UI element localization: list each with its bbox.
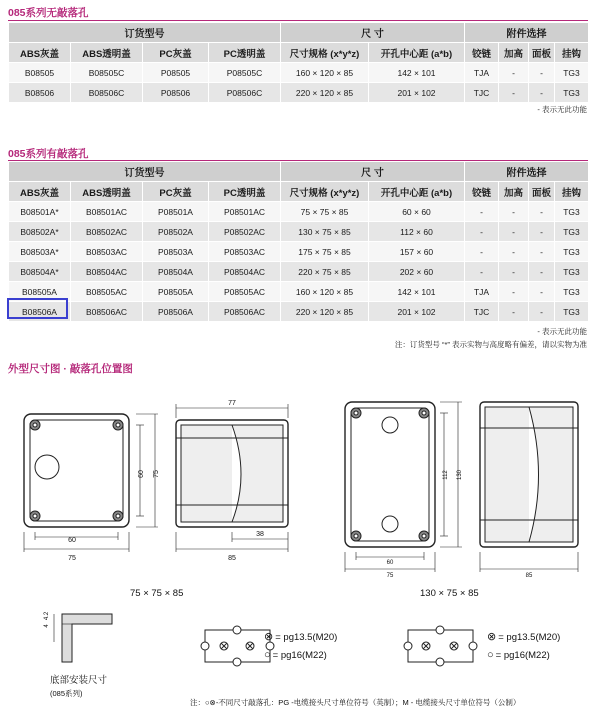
table-cell: -: [529, 242, 555, 262]
legend-pg135-right: ⊗ = pg13.5(M20): [487, 631, 561, 643]
section1-note: - 表示无此功能: [537, 105, 587, 114]
table-cell: B08506AC: [71, 302, 143, 322]
table-cell: -: [529, 282, 555, 302]
table-cell: -: [499, 242, 529, 262]
table-cell: P08505C: [209, 63, 281, 83]
table-row: [9, 302, 589, 322]
table-cell: 142 × 101: [369, 63, 465, 83]
column-header: 挂钩: [555, 182, 589, 202]
table-cell: -: [529, 63, 555, 83]
table-cell: B08506C: [71, 83, 143, 103]
table-no-knockout: [8, 22, 589, 103]
table-cell: 130 × 75 × 85: [281, 222, 369, 242]
table-row: [9, 222, 589, 242]
column-header: 面板: [529, 43, 555, 63]
column-header: ABS灰盖: [9, 182, 71, 202]
table-cell: P08502A: [143, 222, 209, 242]
dim-75-side: 75: [153, 470, 160, 478]
table-cell: TJA: [465, 282, 499, 302]
table-cell: 157 × 60: [369, 242, 465, 262]
table-cell: TG3: [555, 262, 589, 282]
bottom-mount-label: 底部安装尺寸: [50, 675, 108, 686]
table-row: [9, 202, 589, 222]
column-header: 铰链: [465, 43, 499, 63]
knockout-schematic-right: [404, 626, 477, 666]
column-header: PC灰盖: [143, 182, 209, 202]
table-cell: B08502A*: [9, 222, 71, 242]
table-cell: 175 × 75 × 85: [281, 242, 369, 262]
column-header: ABS透明盖: [71, 182, 143, 202]
table-cell: 160 × 120 × 85: [281, 63, 369, 83]
table-cell: -: [529, 83, 555, 103]
column-header: ABS灰盖: [9, 43, 71, 63]
column-header: PC灰盖: [143, 43, 209, 63]
table-cell: 202 × 60: [369, 262, 465, 282]
table-cell: B08506A: [9, 302, 71, 322]
group-accessories: 附件选择: [465, 162, 589, 182]
table-cell: B08504AC: [71, 262, 143, 282]
table-cell: 220 × 120 × 85: [281, 83, 369, 103]
table-cell: TJC: [465, 83, 499, 103]
table-cell: TG3: [555, 222, 589, 242]
legend-pg16-right: ○ = pg16(M22): [487, 649, 550, 661]
table-cell: -: [529, 302, 555, 322]
table-cell: 112 × 60: [369, 222, 465, 242]
section2-note2: 注：订货型号 “*” 表示实物与高度略有偏差，请以实物为准: [394, 340, 587, 349]
column-header: 加高: [499, 182, 529, 202]
dim-85: 85: [228, 555, 236, 562]
table-cell: -: [465, 262, 499, 282]
table-cell: B08505AC: [71, 282, 143, 302]
table-cell: -: [499, 83, 529, 103]
table-cell: TJA: [465, 63, 499, 83]
group-dimensions: 尺 寸: [281, 162, 465, 182]
table-cell: P08505: [143, 63, 209, 83]
dim-75-bottom: 75: [68, 555, 76, 562]
dim-60-right: 60: [386, 560, 394, 566]
table-with-knockout: [8, 161, 589, 322]
column-header: 面板: [529, 182, 555, 202]
table-cell: 142 × 101: [369, 282, 465, 302]
table-cell: 75 × 75 × 85: [281, 202, 369, 222]
box-130-top-view: [345, 402, 462, 572]
column-header: 开孔中心距 (a*b): [369, 43, 465, 63]
table-row: [9, 242, 589, 262]
table-row: [9, 262, 589, 282]
dim-60-side: 60: [138, 470, 145, 478]
table-cell: TG3: [555, 83, 589, 103]
column-header: PC透明盖: [209, 182, 281, 202]
dim-75-right: 75: [386, 573, 394, 579]
table-cell: B08501AC: [71, 202, 143, 222]
section2-title: 085系列有敲落孔: [8, 148, 89, 160]
knockout-circle-icon: ○: [264, 649, 271, 661]
dim-112: 112: [443, 470, 449, 480]
table-cell: P08501A: [143, 202, 209, 222]
table-cell: -: [499, 202, 529, 222]
table-cell: TG3: [555, 282, 589, 302]
table-cell: TJC: [465, 302, 499, 322]
knockout-cross-icon: ⊗: [487, 631, 497, 643]
table-cell: B08504A*: [9, 262, 71, 282]
table-cell: P08506: [143, 83, 209, 103]
table-cell: P08503AC: [209, 242, 281, 262]
table-cell: P08505A: [143, 282, 209, 302]
column-header: PC透明盖: [209, 43, 281, 63]
drawing-section-title: 外型尺寸图 · 敲落孔位置图: [8, 363, 133, 375]
table-cell: B08502AC: [71, 222, 143, 242]
column-header: 加高: [499, 43, 529, 63]
group-accessories: 附件选择: [465, 23, 589, 43]
bottom-mount-detail: [54, 614, 112, 662]
table-cell: 220 × 120 × 85: [281, 302, 369, 322]
table-cell: P08502AC: [209, 222, 281, 242]
legend-pg16-left: ○ = pg16(M22): [264, 649, 327, 661]
table-cell: 160 × 120 × 85: [281, 282, 369, 302]
dim-60-bottom: 60: [68, 537, 76, 544]
table-cell: 201 × 102: [369, 83, 465, 103]
table-row: [9, 63, 589, 83]
table-cell: 201 × 102: [369, 302, 465, 322]
footer-note: 注：○⊗-不同尺寸敲落孔：PG -电缆接头尺寸单位符号（英制）；M - 电缆接头尺寸单位符号（公制）: [190, 698, 521, 707]
caption-130: 130 × 75 × 85: [420, 588, 479, 599]
table-cell: P08504A: [143, 262, 209, 282]
table-cell: B08505A: [9, 282, 71, 302]
table-cell: B08505C: [71, 63, 143, 83]
box-130-side-view: [480, 402, 578, 572]
table-cell: -: [529, 222, 555, 242]
section2-note1: - 表示无此功能: [537, 327, 587, 336]
knockout-cross-icon: ⊗: [264, 631, 274, 643]
table-cell: P08505AC: [209, 282, 281, 302]
table-cell: TG3: [555, 202, 589, 222]
column-header: 尺寸规格 (x*y*z): [281, 43, 369, 63]
table-cell: 60 × 60: [369, 202, 465, 222]
table-cell: 220 × 75 × 85: [281, 262, 369, 282]
table-cell: P08503A: [143, 242, 209, 262]
dim-38: 38: [256, 531, 264, 538]
table-cell: -: [499, 262, 529, 282]
section1-title: 085系列无敲落孔: [8, 7, 89, 19]
table-cell: -: [465, 222, 499, 242]
table-cell: -: [499, 222, 529, 242]
table-cell: P08506A: [143, 302, 209, 322]
table-cell: P08504AC: [209, 262, 281, 282]
dim-4-2: 4.2: [44, 611, 50, 621]
box-75-side-view: [176, 404, 288, 552]
table-cell: -: [499, 302, 529, 322]
column-header: 尺寸规格 (x*y*z): [281, 182, 369, 202]
dim-4: 4: [44, 624, 50, 628]
group-order-model: 订货型号: [9, 162, 281, 182]
knockout-circle-icon: ○: [487, 649, 494, 661]
table-row: [9, 83, 589, 103]
section1-rule: [8, 20, 588, 21]
table-cell: TG3: [555, 63, 589, 83]
table-cell: P08501AC: [209, 202, 281, 222]
legend-pg135-left: ⊗ = pg13.5(M20): [264, 631, 338, 643]
table-row: [9, 282, 589, 302]
column-header: ABS透明盖: [71, 43, 143, 63]
table-cell: -: [499, 282, 529, 302]
group-order-model: 订货型号: [9, 23, 281, 43]
table-cell: -: [529, 202, 555, 222]
table-cell: TG3: [555, 242, 589, 262]
group-dimensions: 尺 寸: [281, 23, 465, 43]
table-cell: P08506AC: [209, 302, 281, 322]
table-cell: B08503AC: [71, 242, 143, 262]
box-75-top-view: [24, 414, 158, 552]
table-cell: B08506: [9, 83, 71, 103]
technical-drawing: [0, 380, 595, 711]
column-header: 开孔中心距 (a*b): [369, 182, 465, 202]
table-cell: B08501A*: [9, 202, 71, 222]
table-cell: -: [465, 242, 499, 262]
table-cell: -: [529, 262, 555, 282]
table-cell: B08503A*: [9, 242, 71, 262]
caption-75: 75 × 75 × 85: [130, 588, 184, 599]
table-cell: TG3: [555, 302, 589, 322]
dim-77: 77: [228, 400, 236, 407]
column-header: 挂钩: [555, 43, 589, 63]
dim-85-right: 85: [525, 573, 533, 579]
bottom-mount-sublabel: (085系列): [50, 689, 83, 698]
table-cell: P08506C: [209, 83, 281, 103]
table-cell: -: [465, 202, 499, 222]
table-cell: B08505: [9, 63, 71, 83]
table-cell: -: [499, 63, 529, 83]
column-header: 铰链: [465, 182, 499, 202]
dim-130: 130: [457, 469, 463, 481]
